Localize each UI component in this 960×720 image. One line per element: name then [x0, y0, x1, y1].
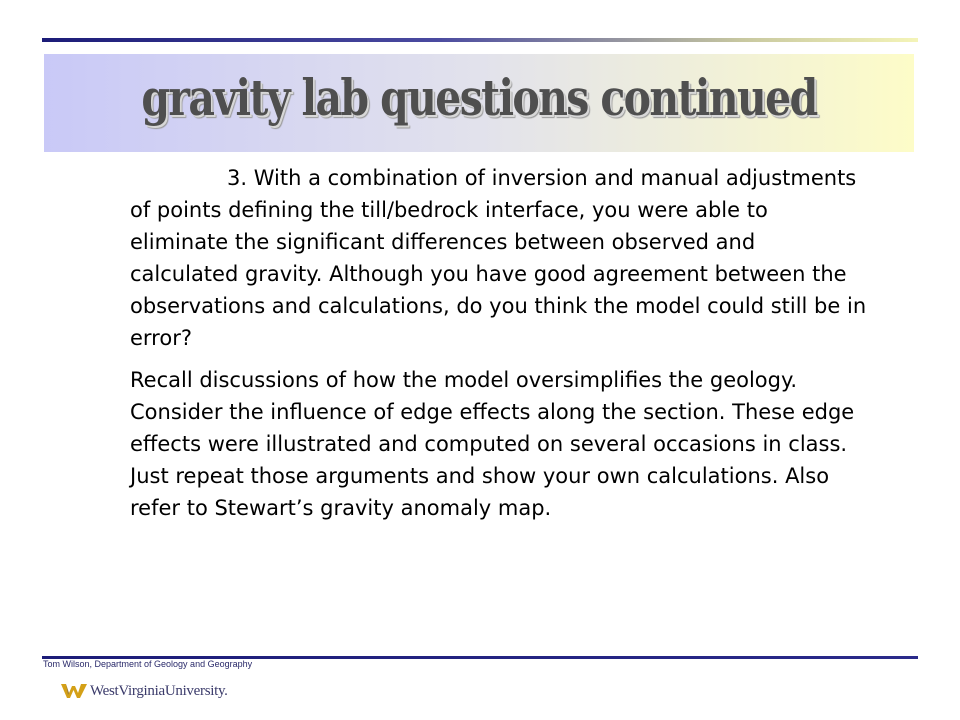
slide-body — [130, 162, 870, 534]
slide-title: gravity lab questions continued — [141, 68, 817, 127]
top-divider — [42, 38, 918, 42]
footer-credit: Tom Wilson, Department of Geology and Geography — [43, 659, 253, 669]
answer-paragraph: Recall discussions of how the model oversimplifies the geology. Consider the influence of edge effects along the section. These edge effects were illustrated and computed on several occasions in class. Just repeat those arguments and show your own calculations. Also refer to Stewart’s gravity anomaly map. — [130, 368, 855, 520]
title-banner — [44, 54, 914, 152]
wvu-wordmark: WestVirginiaUniversity. — [90, 682, 228, 699]
question-paragraph: 3. With a combination of inversion and manual adjustments of points defining the till/bedrock interface, you were able to eliminate the significant differences between observed and calculated gravity. Although you have good agreement between the observations and calculations, do you think the model could still be in error? — [130, 166, 867, 350]
wvu-logo — [60, 680, 228, 702]
wvu-flying-wv-icon — [60, 681, 88, 701]
